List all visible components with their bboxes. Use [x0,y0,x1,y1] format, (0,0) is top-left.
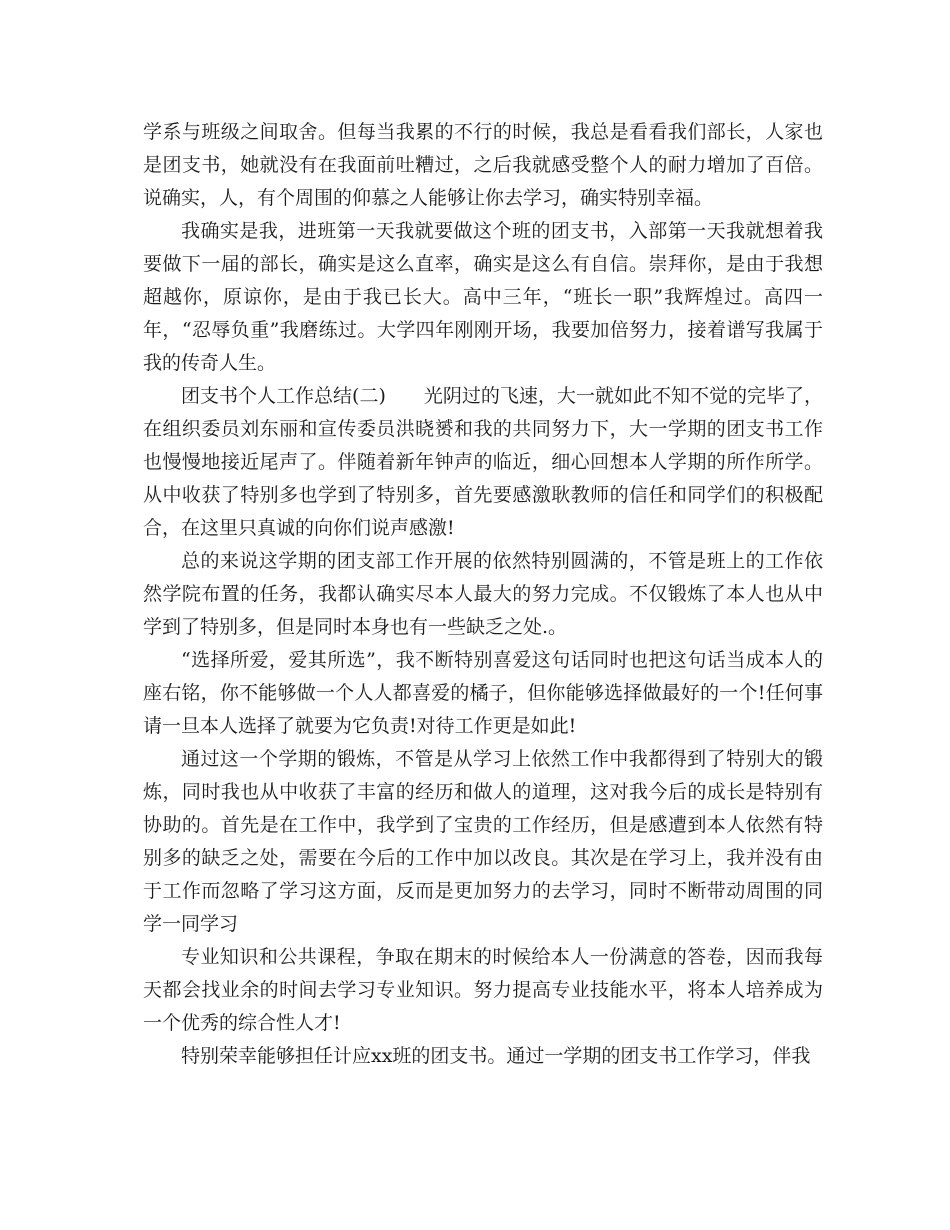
paragraph: 团支书个人工作总结(二) 光阴过的飞速，大一就如此不知不觉的完毕了，在组织委员刘东丽和宣传委员洪晓赟和我的共同努力下，大一学期的团支书工作也慢慢地接近尾声了。伴随着新年钟声的临近，细心回想本人学期的所作所学。从中收获了特别多也学到了特别多，首先要感激耿教师的信任和同学们的积极配合，在这里只真诚的向你们说声感激! [143,385,823,539]
paragraph: 通过这一个学期的锻炼，不管是从学习上依然工作中我都得到了特别大的锻炼，同时我也从中收获了丰富的经历和做人的道理，这对我今后的成长是特别有协助的。首先是在工作中，我学到了宝贵的工作经历，但是感遭到本人依然有特别多的缺乏之处，需要在今后的工作中加以改良。其次是在学习上，我并没有由于工作而忽略了学习这方面，反而是更加努力的去学习，同时不断带动周围的同学一同学习 [143,748,823,935]
paragraph: 专业知识和公共课程，争取在期末的时候给本人一份满意的答卷，因而我每天都会找业余的时间去学习专业知识。努力提高专业技能水平，将本人培养成为一个优秀的综合性人才! [143,946,823,1034]
paragraph: 学系与班级之间取舍。但每当我累的不行的时候，我总是看看我们部长，人家也是团支书，她就没有在我面前吐糟过，之后我就感受整个人的耐力增加了百倍。说确实，人，有个周围的仰慕之人能够让你去学习，确实特别幸福。 [143,121,823,209]
document-body [143,116,823,1073]
paragraph: 总的来说这学期的团支部工作开展的依然特别圆满的，不管是班上的工作依然学院布置的任务，我都认确实尽本人最大的努力完成。不仅锻炼了本人也从中学到了特别多，但是同时本身也有一些缺乏之处.。 [143,550,823,638]
paragraph: “选择所爱，爱其所选”，我不断特别喜爱这句话同时也把这句话当成本人的座右铭，你不能够做一个人人都喜爱的橘子，但你能够选择做最好的一个!任何事请一旦本人选择了就要为它负责!对待工作更是如此! [143,649,823,737]
paragraph: 我确实是我，进班第一天我就要做这个班的团支书，入部第一天我就想着我要做下一届的部长，确实是这么直率，确实是这么有自信。崇拜你，是由于我想超越你，原谅你，是由于我已长大。高中三年，“班长一职”我辉煌过。高四一年，“忍辱负重”我磨练过。大学四年刚刚开场，我要加倍努力，接着谱写我属于我的传奇人生。 [143,220,823,374]
paragraph: 特别荣幸能够担任计应xx班的团支书。通过一学期的团支书工作学习，伴我 [181,1045,811,1067]
